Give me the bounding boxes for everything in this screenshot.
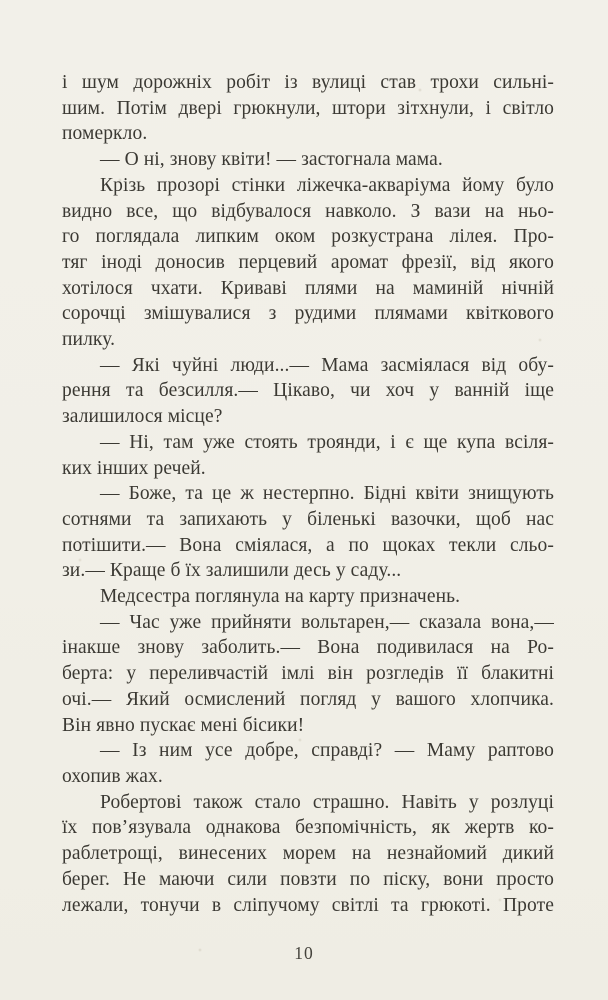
- text-line: сотнями та запихають у біленькі вазочки, щоб нас: [62, 508, 554, 530]
- text-line: берег. Не маючи сили повзти по піску, вони просто: [62, 868, 554, 890]
- text-line: ких інших речей.: [62, 457, 206, 479]
- text-line: хотілося чхати. Криваві плями на маминій нічній: [62, 277, 554, 299]
- paragraph: [62, 610, 554, 739]
- text-line: Робертові також стало страшно. Навіть у розлуці: [100, 791, 554, 813]
- text-line: лежали, тонучи в сліпучому світлі та грюкоті. Проте: [62, 894, 554, 916]
- text-line: померкло.: [62, 123, 148, 145]
- text-line: го поглядала липким оком розкустрана лілея. Про-: [62, 226, 554, 248]
- text-line: — Час уже прийняти вольтарен,— сказала вона,—: [100, 611, 554, 633]
- text-line: Крізь прозорі стінки ліжечка-акваріума йому було: [100, 174, 554, 196]
- paragraph: [62, 481, 554, 584]
- text-line: і шум дорожніх робіт із вулиці став трохи сильні-: [62, 72, 554, 93]
- text-line: — Які чуйні люди...— Мама засміялася від обу-: [100, 354, 554, 376]
- text-line: Він явно пускає мені бісики!: [62, 714, 305, 736]
- text-line: очі.— Який осмислений погляд у вашого хлопчика.: [62, 688, 554, 710]
- text-line: Медсестра поглянула на карту призначень.: [100, 586, 461, 608]
- text-line: — Ні, там уже стоять троянди, і є ще купа всіля-: [100, 431, 554, 453]
- page-number: 10: [294, 943, 314, 963]
- text-line: — О ні, знову квіти! — застогнала мама.: [100, 149, 443, 171]
- paragraph: [62, 70, 554, 147]
- paragraph: [62, 584, 554, 610]
- paragraph: [62, 353, 554, 430]
- page-text-block: [62, 70, 554, 918]
- text-line: сорочці змішувалися з рудими плямами квіткового: [62, 303, 554, 325]
- paragraph: [62, 430, 554, 481]
- text-line: тяг іноді доносив перцевий аромат фрезії, від якого: [62, 251, 554, 273]
- text-line: — Боже, та це ж нестерпно. Бідні квіти знищують: [100, 483, 554, 505]
- text-line: зи.— Краще б їх залишили десь у саду...: [62, 560, 402, 582]
- text-line: видно все, що відбувалося навколо. З вази на ньо-: [62, 200, 554, 222]
- text-line: пилку.: [62, 329, 116, 351]
- text-line: залишилося місце?: [62, 406, 223, 428]
- text-line: раблетрощі, винесених морем на незнайомий дикий: [62, 843, 554, 865]
- text-line: — Із ним усе добре, справді? — Маму раптово: [100, 740, 554, 762]
- text-line: інакше знову заболить.— Вона подивилася на Ро-: [62, 637, 554, 659]
- text-line: шим. Потім двері грюкнули, штори зітхнули, і світло: [62, 97, 554, 119]
- paragraph: [62, 738, 554, 789]
- text-line: берта: у переливчастій імлі він розгледів її блакитні: [62, 663, 554, 685]
- paragraph: [62, 147, 554, 173]
- text-line: потішити.— Вона сміялася, а по щоках текли сльо-: [62, 534, 554, 556]
- paragraph: [62, 173, 554, 353]
- text-line: їх пов’язувала однакова безпомічність, як жертв ко-: [62, 817, 554, 839]
- paragraph: [62, 790, 554, 919]
- text-line: охопив жах.: [62, 765, 163, 787]
- text-line: рення та безсилля.— Цікаво, чи хоч у ванній іще: [62, 380, 554, 402]
